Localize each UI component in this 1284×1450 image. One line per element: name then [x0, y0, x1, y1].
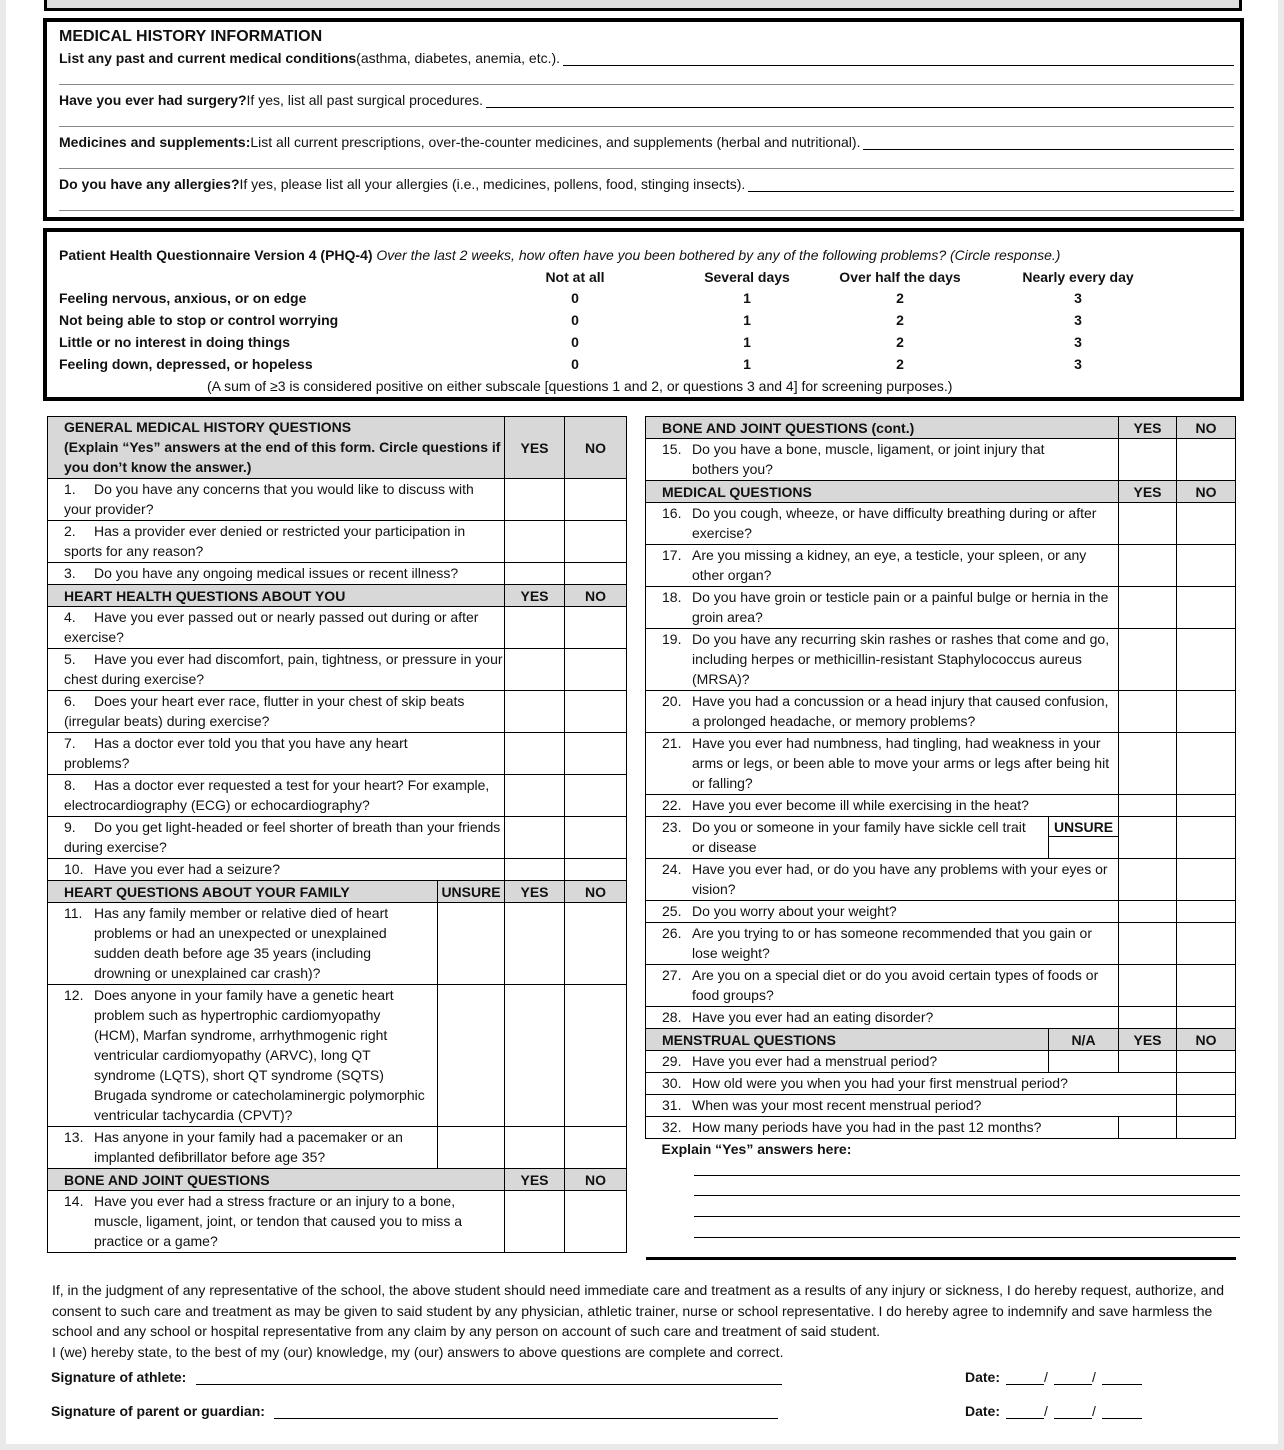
right-questions-table [645, 416, 1236, 1260]
answer-no-cell[interactable] [1177, 587, 1236, 629]
phq-question-3: Little or no interest in doing things [59, 334, 290, 350]
question-9: 9. Do you get light-headed or feel shorter of breath than your friends during exercise? [48, 817, 505, 859]
unsure-header: UNSURE [438, 881, 505, 903]
question-2: 2. Has a provider ever denied or restricted your participation in sports for any reason? [48, 521, 505, 563]
answer-yes-cell[interactable] [1119, 817, 1177, 859]
explain-yes-label: Explain “Yes” answers here: [661, 1141, 852, 1157]
date-month-field[interactable] [1006, 1384, 1044, 1385]
answer-line[interactable] [59, 126, 1234, 127]
medical-conditions-hint: (asthma, diabetes, anemia, etc.). [356, 50, 561, 66]
answer-no-cell[interactable] [565, 607, 627, 649]
question-16: 16. Do you cough, wheeze, or have difficulty breathing during or after exercise? [646, 503, 1119, 545]
answer-na-cell[interactable] [1049, 1051, 1119, 1073]
answer-yes-cell[interactable] [505, 607, 565, 649]
answer-no-cell[interactable] [1177, 439, 1236, 481]
phq-score[interactable]: 1 [743, 356, 751, 372]
answer-yes-cell[interactable] [1119, 965, 1177, 1007]
question-32: 32. How many periods have you had in the past 12 months? [646, 1117, 1119, 1139]
answer-no-cell[interactable] [1177, 817, 1236, 859]
no-header: NO [565, 1169, 627, 1191]
answer-yes-cell[interactable] [1119, 545, 1177, 587]
answer-no-cell[interactable] [565, 1191, 627, 1253]
no-header: NO [565, 585, 627, 607]
question-26: 26. Are you trying to or has someone recommended that you gain or lose weight? [646, 923, 1119, 965]
answer-yes-cell[interactable] [1119, 503, 1177, 545]
answer-no-cell[interactable] [565, 859, 627, 881]
medicines-field[interactable] [59, 134, 1234, 150]
phq-score[interactable]: 3 [1074, 356, 1082, 372]
answer-yes-cell[interactable] [1119, 587, 1177, 629]
general-medical-header: GENERAL MEDICAL HISTORY QUESTIONS (Explain “Yes” answers at the end of this form. Circle questions if you don’t know the answer.) [48, 417, 505, 479]
question-7: 7. Has a doctor ever told you that you have any heart problems? [48, 733, 505, 775]
answer-cell[interactable] [1177, 1073, 1236, 1095]
answer-yes-cell[interactable] [505, 859, 565, 881]
question-11: 11. Has any family member or relative died of heart problems or had an unexpected or unexplained sudden death before age 35 years (including drowning or unexplained car crash)? [48, 903, 438, 985]
answer-no-cell[interactable] [1177, 1051, 1236, 1073]
menstrual-header: MENSTRUAL QUESTIONS [646, 1029, 1049, 1051]
answer-yes-cell[interactable] [1119, 733, 1177, 795]
answer-yes-cell[interactable] [505, 985, 565, 1127]
athlete-signature-label: Signature of athlete: [51, 1369, 187, 1385]
phq-score[interactable]: 3 [1074, 334, 1082, 350]
answer-no-cell[interactable] [565, 775, 627, 817]
answer-yes-cell[interactable] [505, 733, 565, 775]
phq-score[interactable]: 1 [743, 334, 751, 350]
surgery-label: Have you ever had surgery? [59, 92, 247, 108]
answer-yes-cell[interactable] [1119, 1051, 1177, 1073]
phq-question-4: Feeling down, depressed, or hopeless [59, 356, 313, 372]
phq4-title: Patient Health Questionnaire Version 4 (PHQ-4) Over the last 2 weeks, how often have you been bothered by any of the following problems? (Circle response.) [59, 247, 1061, 263]
consent-text [52, 1280, 1242, 1362]
question-28: 28. Have you ever had an eating disorder? [646, 1007, 1119, 1029]
answer-no-cell[interactable] [1177, 733, 1236, 795]
header-several-days: Several days [704, 269, 790, 285]
yes-header: YES [505, 585, 565, 607]
no-header: NO [565, 417, 627, 479]
form-page [6, 0, 1278, 1444]
answer-no-cell[interactable] [565, 479, 627, 521]
family-heart-header: HEART QUESTIONS ABOUT YOUR FAMILY [48, 881, 438, 903]
parent-date-label: Date: [965, 1403, 1001, 1419]
question-31: 31. When was your most recent menstrual period? [646, 1095, 1177, 1117]
top-border [44, 0, 1242, 11]
answer-yes-cell[interactable] [1119, 795, 1177, 817]
question-5: 5. Have you ever had discomfort, pain, tightness, or pressure in your chest during exercise? [48, 649, 505, 691]
unsure-cell[interactable] [1049, 817, 1119, 859]
question-8: 8. Has a doctor ever requested a test for your heart? For example, electrocardiography (ECG) or echocardiography? [48, 775, 505, 817]
date-day-field[interactable] [1054, 1384, 1092, 1385]
question-30: 30. How old were you when you had your first menstrual period? [646, 1073, 1177, 1095]
answer-no-cell[interactable] [565, 1127, 627, 1169]
date-month-field[interactable] [1006, 1418, 1044, 1419]
answer-yes-cell[interactable] [1119, 691, 1177, 733]
phq-question-2: Not being able to stop or control worrying [59, 312, 339, 328]
phq-score[interactable]: 2 [896, 290, 904, 306]
yes-header: YES [505, 881, 565, 903]
answer-yes-cell[interactable] [505, 563, 565, 585]
answer-no-cell[interactable] [1177, 965, 1236, 1007]
bone-joint-cont-header: BONE AND JOINT QUESTIONS (cont.) [646, 417, 1119, 439]
explain-line[interactable] [694, 1216, 1240, 1217]
question-22: 22. Have you ever become ill while exercising in the heat? [646, 795, 1119, 817]
answer-yes-cell[interactable] [1119, 923, 1177, 965]
parent-signature-label: Signature of parent or guardian: [51, 1403, 265, 1419]
question-6: 6. Does your heart ever race, flutter in your chest of skip beats (irregular beats) during exercise? [48, 691, 505, 733]
question-1: 1. Do you have any concerns that you would like to discuss with your provider? [48, 479, 505, 521]
answer-no-cell[interactable] [1177, 901, 1236, 923]
medical-conditions-field[interactable] [59, 50, 1234, 66]
date-separator: / [1044, 1369, 1048, 1385]
phq-score[interactable]: 3 [1074, 290, 1082, 306]
answer-no-cell[interactable] [1177, 1007, 1236, 1029]
question-24: 24. Have you ever had, or do you have any problems with your eyes or vision? [646, 859, 1119, 901]
answer-no-cell[interactable] [565, 985, 627, 1127]
phq4-note: (A sum of ≥3 is considered positive on either subscale [questions 1 and 2, or questions 3 and 4] for screening purposes.) [207, 378, 953, 394]
date-separator: / [1092, 1369, 1096, 1385]
surgery-field[interactable] [59, 92, 1234, 108]
allergies-hint: If yes, please list all your allergies (i.e., medicines, pollens, food, stinging insects). [239, 176, 746, 192]
answer-cell[interactable] [1177, 1117, 1236, 1139]
medical-history-title: MEDICAL HISTORY INFORMATION [59, 28, 323, 45]
question-3: 3. Do you have any ongoing medical issues or recent illness? [48, 563, 505, 585]
answer-yes-cell[interactable] [505, 691, 565, 733]
question-18: 18. Do you have groin or testicle pain or a painful bulge or hernia in the groin area? [646, 587, 1119, 629]
header-over-half: Over half the days [839, 269, 961, 285]
no-header: NO [1177, 417, 1236, 439]
answer-unsure-cell[interactable] [438, 985, 505, 1127]
medicines-hint: List all current prescriptions, over-the-counter medicines, and supplements (herbal and nutritional). [250, 134, 861, 150]
date-separator: / [1044, 1403, 1048, 1419]
question-17: 17. Are you missing a kidney, an eye, a testicle, your spleen, or any other organ? [646, 545, 1119, 587]
explain-line[interactable] [694, 1237, 1240, 1238]
consent-statement: I (we) hereby state, to the best of my (our) knowledge, my (our) answers to above questions are complete and correct. [52, 1343, 784, 1360]
answer-cell[interactable] [1177, 1095, 1236, 1117]
yes-header: YES [1119, 417, 1177, 439]
answer-unsure-cell[interactable] [438, 1127, 505, 1169]
answer-yes-cell[interactable] [1119, 859, 1177, 901]
answer-yes-cell[interactable] [505, 479, 565, 521]
phq-score[interactable]: 1 [743, 290, 751, 306]
answer-yes-cell[interactable] [505, 817, 565, 859]
no-header: NO [1177, 481, 1236, 503]
phq-score[interactable]: 1 [743, 312, 751, 328]
answer-line[interactable] [59, 168, 1234, 169]
answer-no-cell[interactable] [565, 563, 627, 585]
header-not-at-all: Not at all [545, 269, 605, 285]
explain-line[interactable] [694, 1175, 1240, 1176]
question-4: 4. Have you ever passed out or nearly passed out during or after exercise? [48, 607, 505, 649]
question-20: 20. Have you had a concussion or a head injury that caused confusion, a prolonged headache, or memory problems? [646, 691, 1119, 733]
unsure-label: UNSURE [1049, 817, 1118, 837]
phq-score[interactable]: 0 [571, 312, 579, 328]
athlete-signature-field[interactable] [196, 1384, 782, 1385]
answer-yes-cell[interactable] [1119, 1007, 1177, 1029]
answer-yes-cell[interactable] [505, 1191, 565, 1253]
bone-joint-header: BONE AND JOINT QUESTIONS [48, 1169, 505, 1191]
medical-questions-header: MEDICAL QUESTIONS [646, 481, 1119, 503]
answer-yes-cell[interactable] [1119, 901, 1177, 923]
answer-yes-cell[interactable] [505, 1127, 565, 1169]
answer-no-cell[interactable] [565, 817, 627, 859]
phq-question-1: Feeling nervous, anxious, or on edge [59, 290, 307, 306]
answer-yes-cell[interactable] [505, 775, 565, 817]
answer-no-cell[interactable] [565, 649, 627, 691]
phq-score[interactable]: 3 [1074, 312, 1082, 328]
date-year-field[interactable] [1102, 1384, 1142, 1385]
explain-yes-area [646, 1139, 1236, 1259]
medical-history-section [43, 18, 1244, 221]
na-header: N/A [1049, 1029, 1119, 1051]
athlete-date-label: Date: [965, 1369, 1001, 1385]
answer-no-cell[interactable] [1177, 629, 1236, 691]
date-day-field[interactable] [1054, 1418, 1092, 1419]
answer-yes-cell[interactable] [1119, 629, 1177, 691]
answer-no-cell[interactable] [565, 691, 627, 733]
answer-line[interactable] [59, 84, 1234, 85]
question-14: 14. Have you ever had a stress fracture or an injury to a bone, muscle, ligament, joint, or tendon that caused you to miss a practice or a game? [48, 1191, 505, 1253]
explain-line[interactable] [694, 1195, 1240, 1196]
no-header: NO [565, 881, 627, 903]
medicines-label: Medicines and supplements: [59, 134, 251, 150]
answer-cell[interactable] [1119, 1117, 1177, 1139]
answer-yes-cell[interactable] [505, 649, 565, 691]
answer-yes-cell[interactable] [1119, 439, 1177, 481]
parent-signature-field[interactable] [274, 1418, 778, 1419]
phq-score[interactable]: 0 [571, 290, 579, 306]
header-nearly-every-day: Nearly every day [1022, 269, 1134, 285]
question-13: 13. Has anyone in your family had a pacemaker or an implanted defibrillator before age 35? [48, 1127, 438, 1169]
answer-no-cell[interactable] [1177, 859, 1236, 901]
medical-conditions-label: List any past and current medical conditions [59, 50, 357, 66]
date-separator: / [1092, 1403, 1096, 1419]
answer-yes-cell[interactable] [505, 521, 565, 563]
question-21: 21. Have you ever had numbness, had tingling, had weakness in your arms or legs, or been able to move your arms or legs after being hit or falling? [646, 733, 1119, 795]
question-19: 19. Do you have any recurring skin rashes or rashes that come and go, including herpes or methicillin-resistant Staphylococcus aureus (MRSA)? [646, 629, 1119, 691]
left-questions-table [47, 416, 627, 1253]
no-header: NO [1177, 1029, 1236, 1051]
answer-line[interactable] [59, 210, 1234, 211]
question-25: 25. Do you worry about your weight? [646, 901, 1119, 923]
answer-no-cell[interactable] [1177, 545, 1236, 587]
yes-header: YES [1119, 481, 1177, 503]
yes-header: YES [505, 417, 565, 479]
answer-no-cell[interactable] [1177, 691, 1236, 733]
answer-no-cell[interactable] [565, 521, 627, 563]
answer-yes-cell[interactable] [505, 903, 565, 985]
question-29: 29. Have you ever had a menstrual period? [646, 1051, 1049, 1073]
phq-score[interactable]: 0 [571, 356, 579, 372]
answer-no-cell[interactable] [565, 733, 627, 775]
yes-header: YES [505, 1169, 565, 1191]
phq-score[interactable]: 2 [896, 334, 904, 350]
answer-unsure-cell[interactable] [438, 903, 505, 985]
heart-health-header: HEART HEALTH QUESTIONS ABOUT YOU [48, 585, 505, 607]
answer-no-cell[interactable] [1177, 503, 1236, 545]
phq-score[interactable]: 0 [571, 334, 579, 350]
question-15: 15. Do you have a bone, muscle, ligament, or joint injury that bothers you? [646, 439, 1119, 481]
allergies-label: Do you have any allergies? [59, 176, 240, 192]
phq-score[interactable]: 2 [896, 356, 904, 372]
consent-paragraph: If, in the judgment of any representative of the school, the above student should need immediate care and treatment as a results of any injury or sickness, I do hereby request, authorize, and consent to such care and treatment as may be given to said student by any physician, athletic trainer, nurse or school representative. I do hereby agree to indemnify and save harmless the school and any school or hospital representative from any claim by any person on account of such care and treatment of said student. [52, 1282, 1225, 1339]
question-23: 23. Do you or someone in your family have sickle cell trait or disease [646, 817, 1049, 859]
phq4-section [43, 228, 1244, 401]
allergies-field[interactable] [59, 176, 1234, 192]
yes-header: YES [1119, 1029, 1177, 1051]
answer-no-cell[interactable] [565, 903, 627, 985]
phq-score[interactable]: 2 [896, 312, 904, 328]
answer-no-cell[interactable] [1177, 795, 1236, 817]
question-12: 12. Does anyone in your family have a genetic heart problem such as hypertrophic cardiomyopathy (HCM), Marfan syndrome, arrhythmogenic right ventricular cardiomyopathy (ARVC), long QT syndrome (LQTS), short QT syndrome (SQTS) Brugada syndrome or catecholaminergic polymorphic ventricular tachycardia (CPVT)? [48, 985, 438, 1127]
question-27: 27. Are you on a special diet or do you avoid certain types of foods or food groups? [646, 965, 1119, 1007]
surgery-hint: If yes, list all past surgical procedures. [246, 92, 484, 108]
answer-no-cell[interactable] [1177, 923, 1236, 965]
question-10: 10. Have you ever had a seizure? [48, 859, 505, 881]
date-year-field[interactable] [1102, 1418, 1142, 1419]
